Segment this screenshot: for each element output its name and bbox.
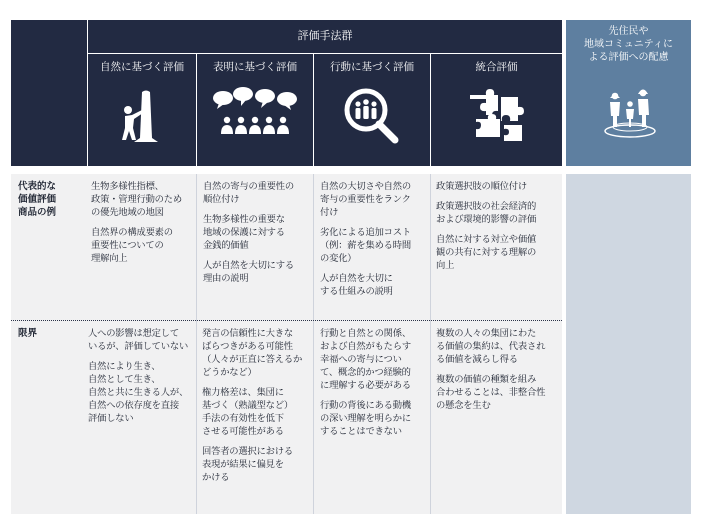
method-group-title: 評価手法群	[297, 29, 353, 42]
cell-text: 発言の信頼性に大きな ばらつきがある可能性 （人々が正直に答えるか どうかなど）	[202, 328, 303, 378]
column-title-statement-based: 表明に基づく評価	[213, 61, 297, 73]
indigenous-title: 先住民や 地域コミュニティに よる評価への配慮	[584, 26, 673, 63]
magnifier-people-icon	[343, 87, 401, 145]
cell-text: 生物多様性指標、 政策・管理行動のため の優先地域の地図	[91, 181, 182, 218]
cell-text: 生物多様性の重要な 地域の保護に対する 金銭的価値	[203, 214, 285, 251]
table-cell	[320, 180, 430, 305]
table-cell	[436, 180, 561, 279]
table-cell	[91, 180, 195, 272]
table-cell	[203, 180, 313, 292]
cell-text: 劣化による追加コスト （例：薪を集める時間 の変化）	[320, 227, 411, 264]
cell-text: 行動の背後にある動機 の深い理解を明らかに することはできない	[320, 400, 411, 437]
cell-text: 人が自然を大切にする 理由の説明	[203, 260, 294, 284]
cell-text: 自然の大切さや自然の 寄与の重要性をランク 付け	[320, 181, 411, 218]
row-label-limitations: 限界	[18, 328, 38, 339]
cell-text: 自然により生き、 自然として生き、 自然と共に生きる人が、 自然への依存度を直接 評価しない	[88, 361, 189, 424]
column-title-behaviour-based: 行動に基づく評価	[330, 61, 414, 73]
cell-text: 権力格差は、集団に 基づく（熟議型など） 手法の有効性を低下 させる可能性がある	[202, 387, 293, 437]
indigenous-family-icon	[603, 82, 657, 138]
body-divider	[430, 174, 431, 514]
group-title-divider	[88, 53, 562, 54]
cell-text: 複数の人々の集団にわた る価値の集約は、代表され る価値を減らし得る	[436, 328, 546, 365]
person-hugging-tree-icon	[116, 88, 170, 144]
table-cell	[88, 327, 196, 432]
puzzle-pieces-icon	[468, 85, 528, 145]
column-title-nature-based: 自然に基づく評価	[100, 61, 184, 73]
cell-text: 政策選択肢の社会経済的 および環境的影響の評価	[436, 201, 537, 225]
body-divider	[196, 174, 197, 514]
cell-text: 行動と自然との関係、 および自然がもたらす 幸福への寄与につい て、概念的かつ経験的 に理解する必要がある	[320, 328, 411, 391]
body-divider	[313, 174, 314, 514]
row-separator	[11, 320, 562, 321]
header-left-spacer	[11, 20, 87, 166]
indigenous-body	[566, 174, 691, 514]
table-cell	[202, 327, 313, 491]
cell-text: 人への影響は想定して いるが、評価していない	[88, 328, 189, 352]
cell-text: 人が自然を大切に する仕組みの説明	[320, 273, 393, 297]
table-cell	[436, 327, 561, 419]
cell-text: 自然界の構成要素の 重要性についての 理解向上	[91, 227, 173, 264]
table-cell	[320, 327, 430, 445]
row-label-examples: 代表的な 価値評価 商品の例	[18, 181, 57, 218]
column-title-integrated: 統合評価	[475, 61, 518, 73]
people-speech-bubbles-icon	[211, 86, 299, 140]
cell-text: 政策選択肢の順位付け	[436, 181, 527, 192]
cell-text: 自然に対する対立や価値 観の共有に対する理解の 向上	[436, 234, 537, 271]
cell-text: 自然の寄与の重要性の 順位付け	[203, 181, 294, 205]
cell-text: 回答者の選択における 表現が結果に偏見を かける	[202, 446, 293, 483]
cell-text: 複数の価値の種類を組み 合わせることは、非整合性 の懸念を生む	[436, 374, 546, 411]
